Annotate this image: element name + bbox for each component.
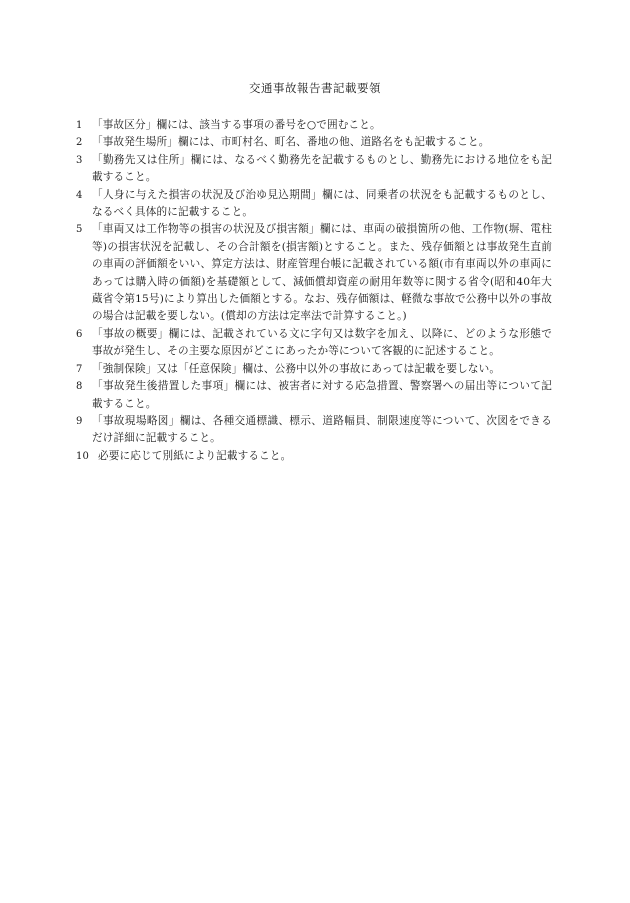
instruction-item-8 <box>76 378 552 413</box>
item-text: 「勤務先又は住所」欄には、なるべく勤務先を記載するものとし、勤務先における地位をも記載すること。 <box>92 153 552 184</box>
instruction-item-6 <box>76 326 552 361</box>
item-text: 「人身に与えた損害の状況及び治ゆ見込期間」欄には、同乗者の状況をも記載するものとし、なるべく具体的に記載すること。 <box>92 188 552 219</box>
item-number: 7 <box>76 363 83 375</box>
item-number: 10 <box>76 450 90 462</box>
item-text: 「事故発生場所」欄には、市町村名、町名、番地の他、道路名をも記載すること。 <box>92 136 490 149</box>
instruction-item-4 <box>76 187 552 222</box>
item-number: 9 <box>76 415 83 427</box>
item-number: 4 <box>76 189 83 201</box>
item-text: 「事故現場略図」欄は、各種交通標識、標示、道路幅員、制限速度等について、次図をできるだけ詳細に記載すること。 <box>92 414 552 445</box>
item-text: 必要に応じて別紙により記載すること。 <box>98 449 292 462</box>
item-text: 「車両又は工作物等の損害の状況及び損害額」欄には、車両の破損箇所の他、工作物(塀、電柱等)の損害状況を記載し、その合計額を(損害額)とすること。また、残存価額とは事故発生直前の車両の評価額をいい、算定方法は、財産管理台帳に記載されている額(市有車両以外の車両にあっては購入時の価額)を基礎額として、減価償却資産の耐用年数等に関する省令(昭和40年大蔵省令第15号)により算出した価額とする。なお、残存価額は、軽微な事故で公務中以外の事故の場合は記載を要しない。(償却の方法は定率法で計算すること。) <box>92 223 552 323</box>
item-number: 3 <box>76 154 83 166</box>
instruction-list <box>76 117 552 465</box>
instruction-item-3 <box>76 152 552 187</box>
instruction-item-2 <box>76 134 552 151</box>
item-text: 「事故の概要」欄には、記載されている文に字句又は数字を加え、以降に、どのような形態で事故が発生し、その主要な原因がどこにあったか等について客観的に記述すること。 <box>92 327 552 358</box>
item-number: 6 <box>76 328 83 340</box>
item-text: 「事故区分」欄には、該当する事項の番号を○で囲むこと。 <box>92 119 381 131</box>
instruction-item-1 <box>76 117 552 134</box>
item-number: 2 <box>76 137 83 149</box>
item-text: 「事故発生後措置した事項」欄には、被害者に対する応急措置、警察署への届出等について記載すること。 <box>92 380 552 410</box>
instruction-item-7 <box>76 361 552 378</box>
instruction-item-9 <box>76 413 552 448</box>
item-text: 「強制保険」又は「任意保険」欄は、公務中以外の事故にあっては記載を要しない。 <box>92 362 501 375</box>
instruction-item-5 <box>76 221 552 325</box>
item-number: 5 <box>76 224 83 236</box>
document-title: 交通事故報告書記載要領 <box>249 81 381 95</box>
item-number: 1 <box>76 120 83 131</box>
instruction-item-10 <box>76 448 552 465</box>
item-number: 8 <box>76 381 83 393</box>
